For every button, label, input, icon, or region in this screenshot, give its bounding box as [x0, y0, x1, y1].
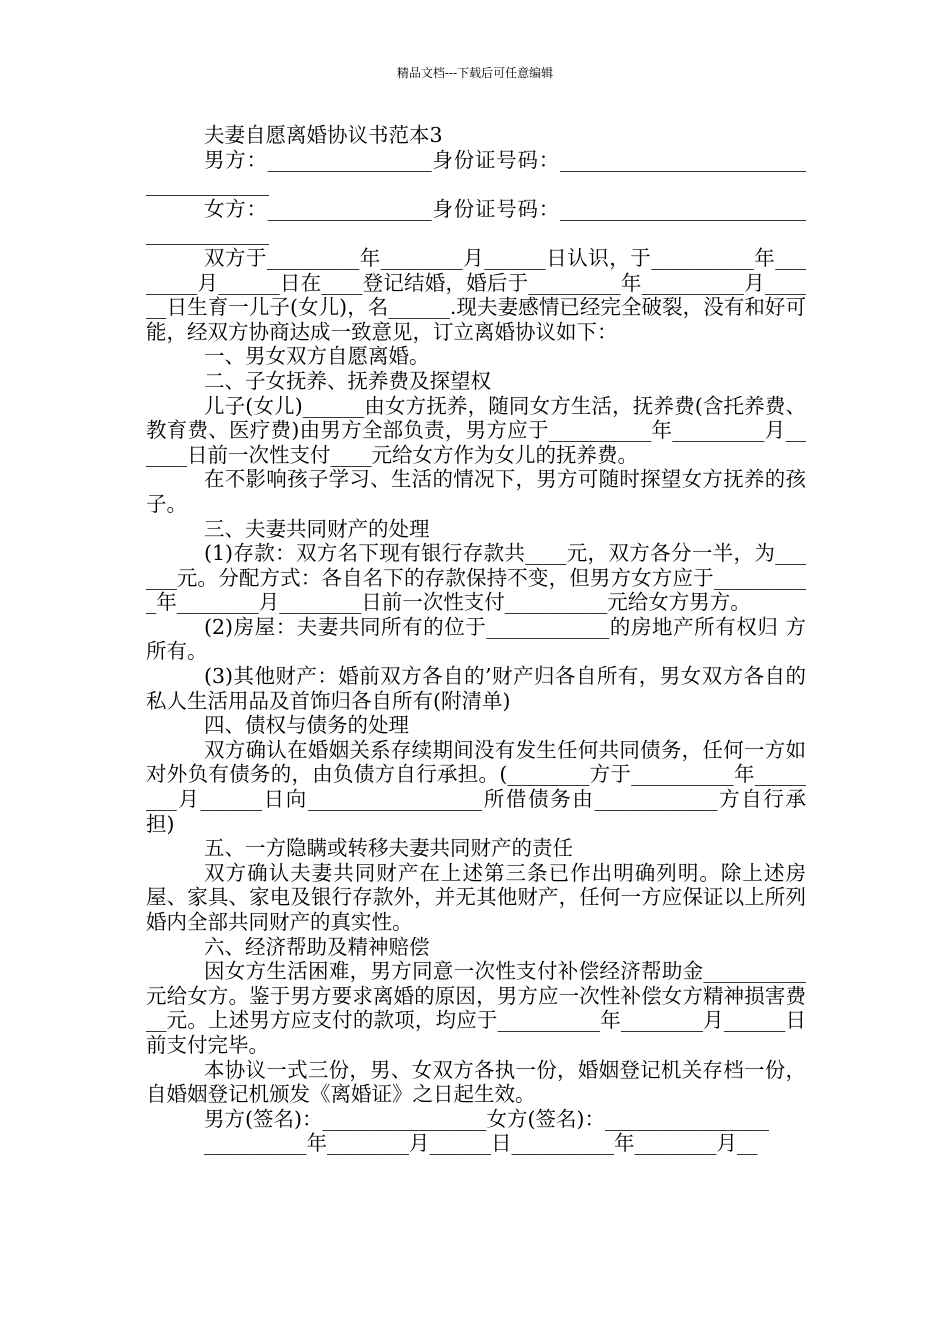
compensation-text: 因女方生活困难，男方同意一次性支付补偿经济帮助金__________元给女方。鉴于男方要求离婚的原因，男方应一次性补偿女方精神损害费__元。上述男方应支付的款项，均应于__________年________月______日前支付完毕。	[146, 959, 806, 1057]
signature-date-line: __________年________月______日__________年________月__	[204, 1131, 758, 1156]
page-header: 精品文档---下载后可任意编辑	[396, 66, 554, 80]
deposit-text: (1)存款：双方名下现有银行存款共____元，双方各分一半，为______元。分配方式：各自名下的存款保持不变，但男方女方应于__________年________月________日前一次性支付__________元给女方男方。	[146, 541, 806, 615]
section-6-heading: 六、经济帮助及精神赔偿	[204, 934, 430, 959]
visitation-text: 在不影响孩子学习、生活的情况下，男方可随时探望女方抚养的孩子。	[146, 467, 806, 516]
house-text: (2)房屋：夫妻共同所有的位于____________的房地产所有权归 方所有。	[146, 614, 806, 664]
debt-text: 双方确认在婚姻关系存续期间没有发生任何共同债务，任何一方如对外负有债务的，由负债方自行承担。(________方于__________年________月______日向_________________所借债务由____________方自行承担)	[146, 737, 806, 836]
section-1-heading: 一、男女双方自愿离婚。	[204, 344, 430, 369]
section-5-heading: 五、一方隐瞒或转移夫妻共同财产的责任	[204, 836, 573, 861]
section-2-heading: 二、子女抚养、抚养费及探望权	[204, 368, 491, 393]
agreement-body	[146, 123, 806, 1156]
copies-text: 本协议一式三份，男、女双方各执一份，婚姻登记机关存档一份，自婚姻登记机颁发《离婚证》之日起生效。	[146, 1057, 806, 1107]
other-property-text: (3)其他财产：婚前双方各自的’财产归各自所有，男女双方各自的私人生活用品及首饰归各自所有(附清单)	[146, 664, 806, 713]
property-confirm-text: 双方确认夫妻共同财产在上述第三条已作出明确列明。除上述房屋、家具、家电及银行存款外，并无其他财产，任何一方应保证以上所列婚内全部共同财产的真实性。	[146, 860, 806, 934]
section-4-heading: 四、债权与债务的处理	[204, 713, 409, 738]
wife-id-line: 女方：________________身份证号码：____________________________________	[146, 196, 806, 246]
signature-line: 男方(签名)：________________女方(签名)：________________	[204, 1106, 769, 1131]
marriage-background: 双方于_________年________月______日认识，于__________年________月______日在____登记结婚，婚后于_________年__________月______日生育一儿子(女儿)，名______.现夫妻感情已经完全破裂，没有和好可能，经双方协商达成一致意见，订立离婚协议如下：	[146, 245, 806, 344]
child-custody-text: 儿子(女儿)______由女方抚养，随同女方生活，抚养费(含托养费、教育费、医疗费)由男方全部负责，男方应于__________年_________月______日前一次性支付____元给女方作为女儿的抚养费。	[146, 393, 806, 467]
doc-title: 夫妻自愿离婚协议书范本3	[204, 123, 443, 147]
section-3-heading: 三、夫妻共同财产的处理	[204, 516, 430, 541]
husband-id-line: 男方：________________身份证号码：____________________________________	[146, 147, 806, 197]
